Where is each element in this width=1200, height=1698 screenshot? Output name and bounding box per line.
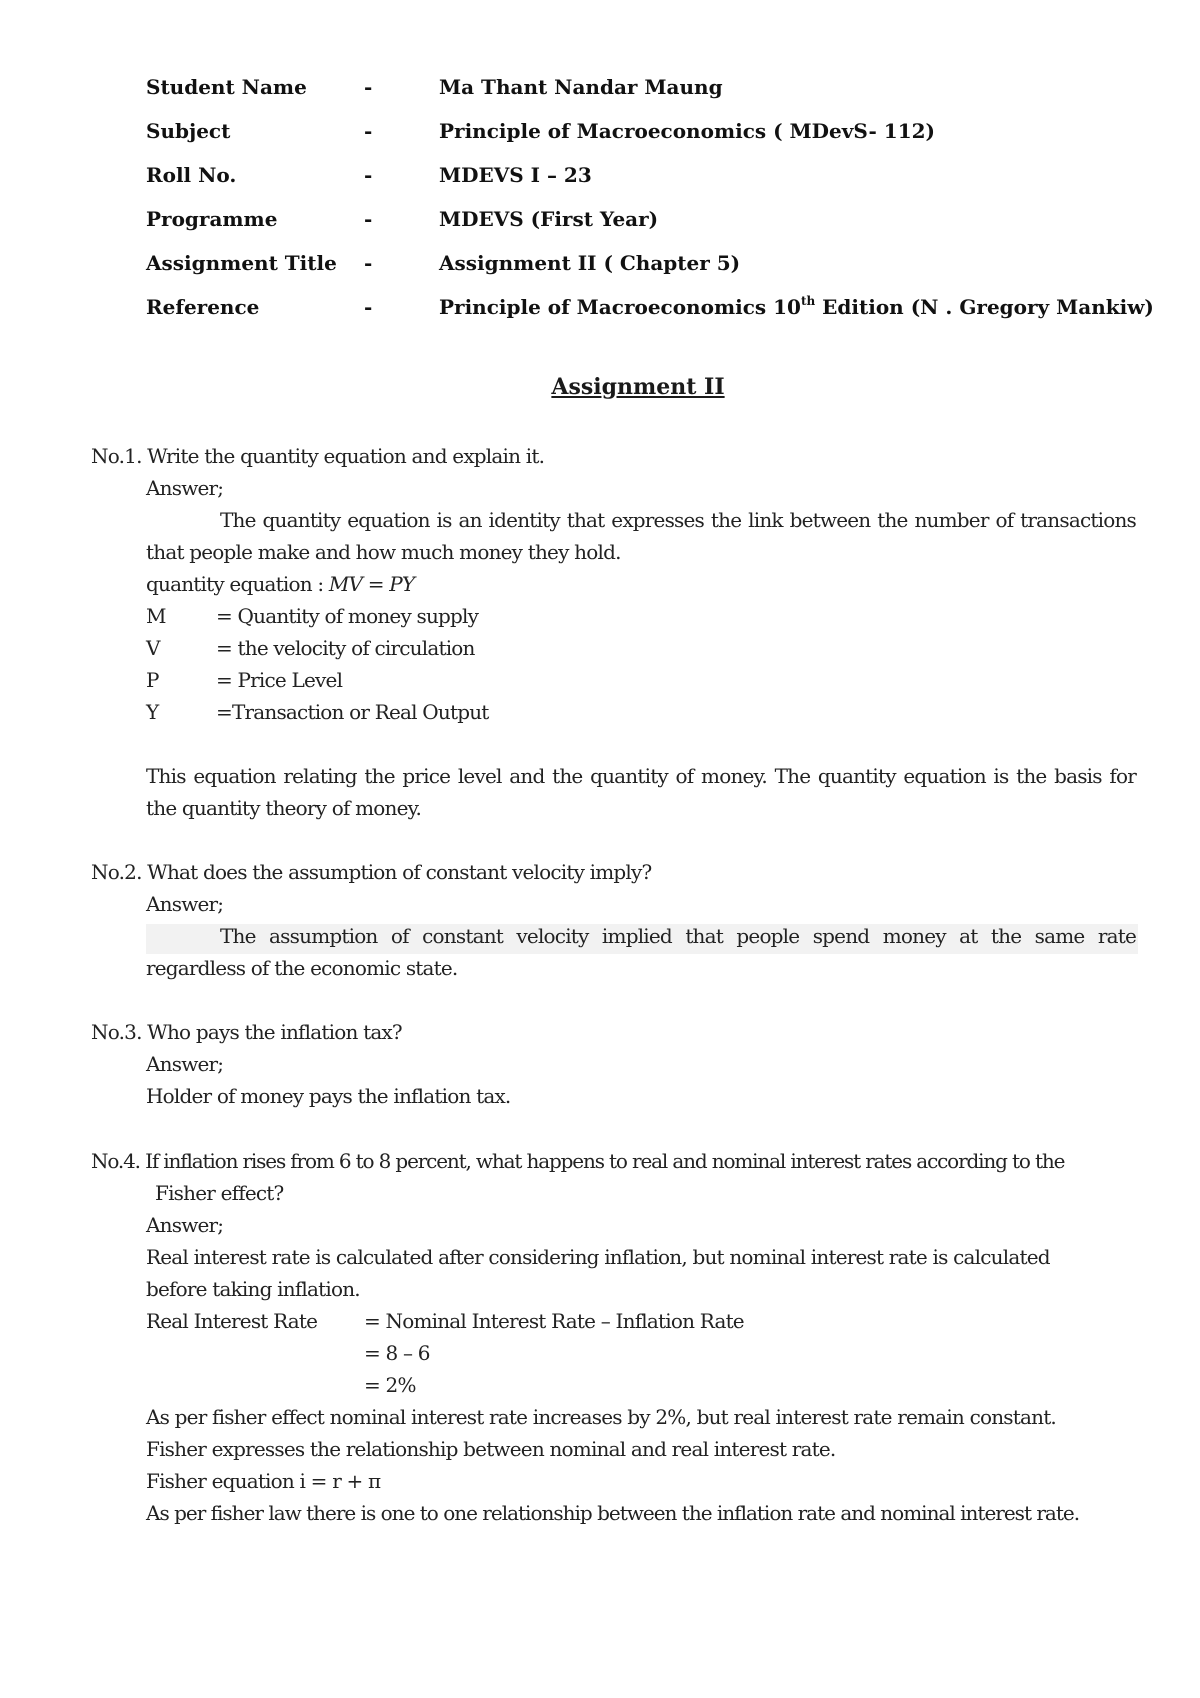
definition-text: =Transaction or Real Output — [216, 700, 489, 724]
question-4-line-2: Fisher effect? — [155, 1181, 284, 1205]
header-separator: - — [364, 207, 373, 231]
definition-symbol: M — [146, 604, 166, 628]
q1-paragraph-1-text: The quantity equation is an identity that expresses the link between the number of transactions that people make and how much money they hold. — [146, 508, 1136, 564]
header-value: Ma Thant Nandar Maung — [439, 75, 723, 99]
answer-label: Answer; — [146, 1052, 224, 1076]
q4-text-line: As per fisher effect nominal interest rate increases by 2%, but real interest rate remain constant. — [146, 1405, 1056, 1429]
edition-superscript: th — [800, 294, 816, 308]
header-value — [439, 294, 1154, 320]
question-4-line-1: No.4. If inflation rises from 6 to 8 percent, what happens to real and nominal interest rates according to the — [91, 1149, 1065, 1173]
definition-text: = Quantity of money supply — [216, 604, 479, 628]
header-value: Principle of Macroeconomics ( MDevS- 112) — [439, 119, 936, 143]
header-label: Subject — [146, 119, 231, 143]
header-label: Reference — [146, 295, 260, 319]
header-label: Roll No. — [146, 163, 237, 187]
header-value: MDEVS I – 23 — [439, 163, 592, 187]
question-2: No.2. What does the assumption of constant velocity imply? — [91, 860, 652, 884]
page-title: Assignment II — [551, 374, 725, 400]
calc-label: Real Interest Rate — [146, 1309, 318, 1333]
header-separator: - — [364, 163, 373, 187]
q1-paragraph-2: This equation relating the price level and the quantity of money. The quantity equation is the basis for the quantity theory of money. — [146, 764, 1136, 820]
q4-text-line: Fisher expresses the relationship between nominal and real interest rate. — [146, 1437, 836, 1461]
q1-paragraph-1 — [146, 504, 1136, 568]
header-separator: - — [364, 119, 373, 143]
reference-edition: Edition (N . Gregory Mankiw) — [815, 295, 1154, 319]
q4-text-line: As per fisher law there is one to one relationship between the inflation rate and nominal interest rate. — [146, 1501, 1080, 1525]
equation-label: quantity equation : — [146, 572, 329, 596]
header-separator: - — [364, 295, 373, 319]
answer-label: Answer; — [146, 892, 224, 916]
q4-text-line: Real interest rate is calculated after considering inflation, but nominal interest rate is calculated — [146, 1245, 1050, 1269]
header-label: Programme — [146, 207, 278, 231]
q3-answer: Holder of money pays the inflation tax. — [146, 1084, 511, 1108]
header-label: Assignment Title — [146, 251, 337, 275]
header-separator: - — [364, 251, 373, 275]
header-separator: - — [364, 75, 373, 99]
answer-label: Answer; — [146, 1213, 224, 1237]
header-label: Student Name — [146, 75, 307, 99]
definition-text: = Price Level — [216, 668, 343, 692]
answer-label: Answer; — [146, 476, 224, 500]
definition-symbol: Y — [146, 700, 159, 724]
q2-paragraph — [146, 920, 1136, 984]
question-1: No.1. Write the quantity equation and explain it. — [91, 444, 545, 468]
calc-step: = Nominal Interest Rate – Inflation Rate — [364, 1309, 744, 1333]
definition-symbol: P — [146, 668, 159, 692]
q2-paragraph-text: The assumption of constant velocity implied that people spend money at the same rate regardless of the economic state. — [146, 924, 1136, 980]
fisher-equation-line: Fisher equation i = r + π — [146, 1469, 381, 1493]
calc-step: = 2% — [364, 1373, 416, 1397]
header-value: Assignment II ( Chapter 5) — [439, 251, 741, 275]
equation-formula: MV = PY — [328, 572, 415, 596]
calc-step: = 8 – 6 — [364, 1341, 430, 1365]
reference-title: Principle of Macroeconomics 10 — [439, 295, 801, 319]
definition-text: = the velocity of circulation — [216, 636, 475, 660]
question-3: No.3. Who pays the inflation tax? — [91, 1020, 402, 1044]
header-value: MDEVS (First Year) — [439, 207, 659, 231]
q4-text-line: before taking inflation. — [146, 1277, 360, 1301]
definition-symbol: V — [146, 636, 160, 660]
quantity-equation-line — [146, 571, 414, 597]
